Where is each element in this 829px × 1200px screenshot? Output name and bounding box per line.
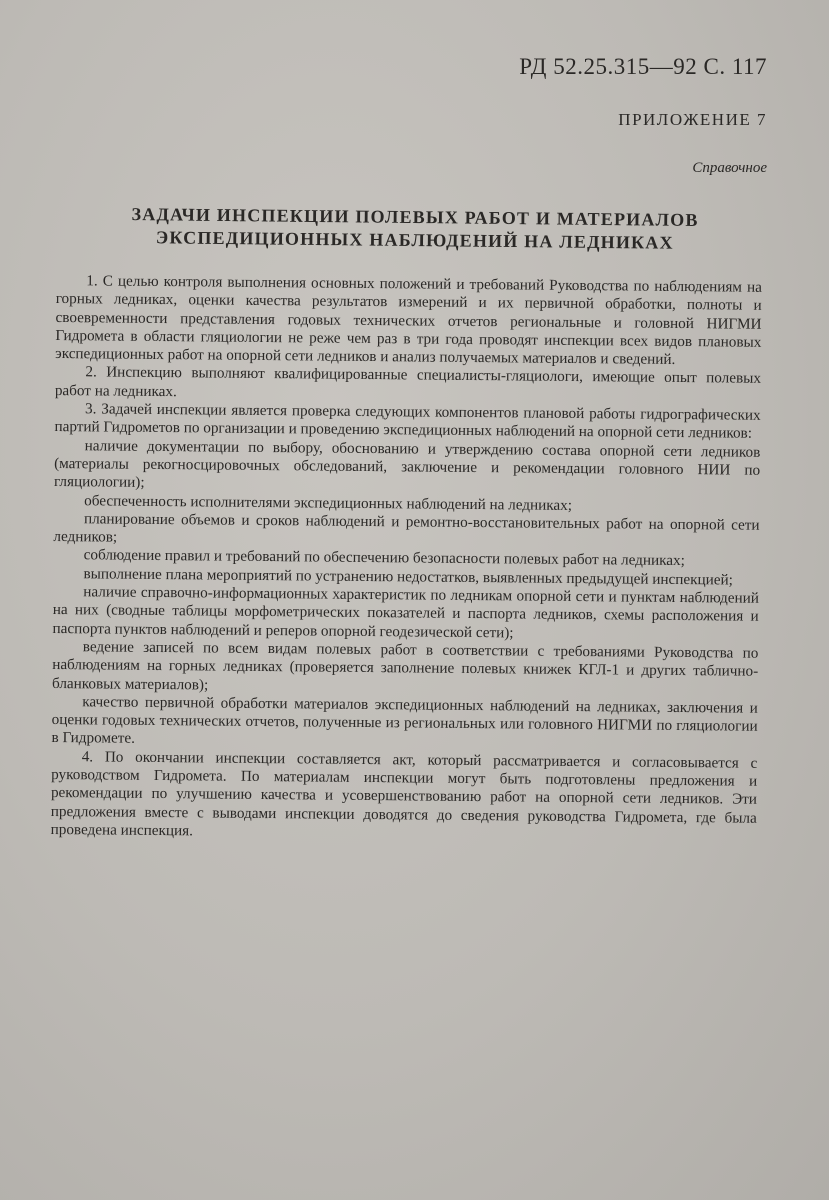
list-item: выполнение плана мероприятий по устранению недостатков, выявленных предыдущей инспекцией;	[83, 565, 733, 589]
list-item: планирование объемов и сроков наблюдений и ремонтно-восстановительных работ на опорной сети ледников;	[53, 510, 760, 546]
list-item: качество первичной обработки материалов экспедиционных наблюдений на ледниках, заключения и оценки годовых технических отчетов, полученные из региональных или головного НИГМИ по гляциологии в Гидромете.	[51, 693, 758, 748]
document-body	[51, 272, 762, 846]
list-item: ведение записей по всем видам полевых работ в соответствии с требованиями Руководства по наблюдениям на горных ледниках (проверяется заполнение полевых книжек КГЛ-1 и других таблично-бланковых материалов);	[51, 638, 759, 694]
document-title	[60, 202, 770, 255]
list-item: наличие справочно-информационных характеристик по ледникам опорной сети и пунктам наблюдений на них (сводные таблицы морфометрических показателей и паспорта ледников, схемы расположения и паспорта пунктов наблюдений и реперов опорной геодезической сети);	[52, 583, 759, 642]
title-line: ЭКСПЕДИЦИОННЫХ НАБЛЮДЕНИЙ НА ЛЕДНИКАХ	[155, 227, 674, 253]
document-code: РД 52.25.315—92 С. 117	[519, 54, 767, 79]
reference-label: Справочное	[692, 160, 767, 176]
paragraph: 4. По окончании инспекции составляется акт, который рассматривается и согласовывается с руководством Гидромета. По материалам инспекции могут быть подготовлены предложения и рекомендации по улучшению качества и усовершенствованию работ на опорной сети ледников. Эти предложения вместе с выводами инспекции доводятся до сведения руководства Гидромета, где была проведена инспекция.	[50, 747, 758, 840]
paragraph: 1. С целью контроля выполнения основных положений и требований Руководства по наблюдениям на горных ледниках, оценки качества результатов измерений и их первичной обработки, полноты и своевременности представления годовых технических отчетов региональные и головной НИГМИ Гидромета в области гляциологии не реже чем раз в три года проводят инспекции всех видов плановых экспедиционных работ на опорной сети ледников и анализ получаемых материалов и сведений.	[55, 272, 762, 369]
paragraph: 3. Задачей инспекции является проверка следующих компонентов плановой работы гидрографических партий Гидрометов по организации и проведению экспедиционных наблюдений на опорной сети ледников:	[54, 400, 761, 443]
title-line: ЗАДАЧИ ИНСПЕКЦИИ ПОЛЕВЫХ РАБОТ И МАТЕРИАЛОВ	[131, 204, 699, 230]
appendix-label: ПРИЛОЖЕНИЕ 7	[618, 110, 767, 129]
paragraph: 2. Инспекцию выполняют квалифицированные специалисты-гляциологи, имеющие опыт полевых работ на ледниках.	[54, 363, 762, 400]
list-item: обеспеченность исполнителями экспедиционных наблюдений на ледниках;	[84, 491, 573, 514]
list-item: наличие документации по выбору, обоснованию и утверждению состава опорной сети ледников (материалы рекогносцировочных обследований, заключение и рекомендации головного НИИ по гляциологии);	[53, 436, 761, 492]
list-item: соблюдение правил и требований по обеспечению безопасности полевых работ на ледниках;	[83, 546, 685, 570]
